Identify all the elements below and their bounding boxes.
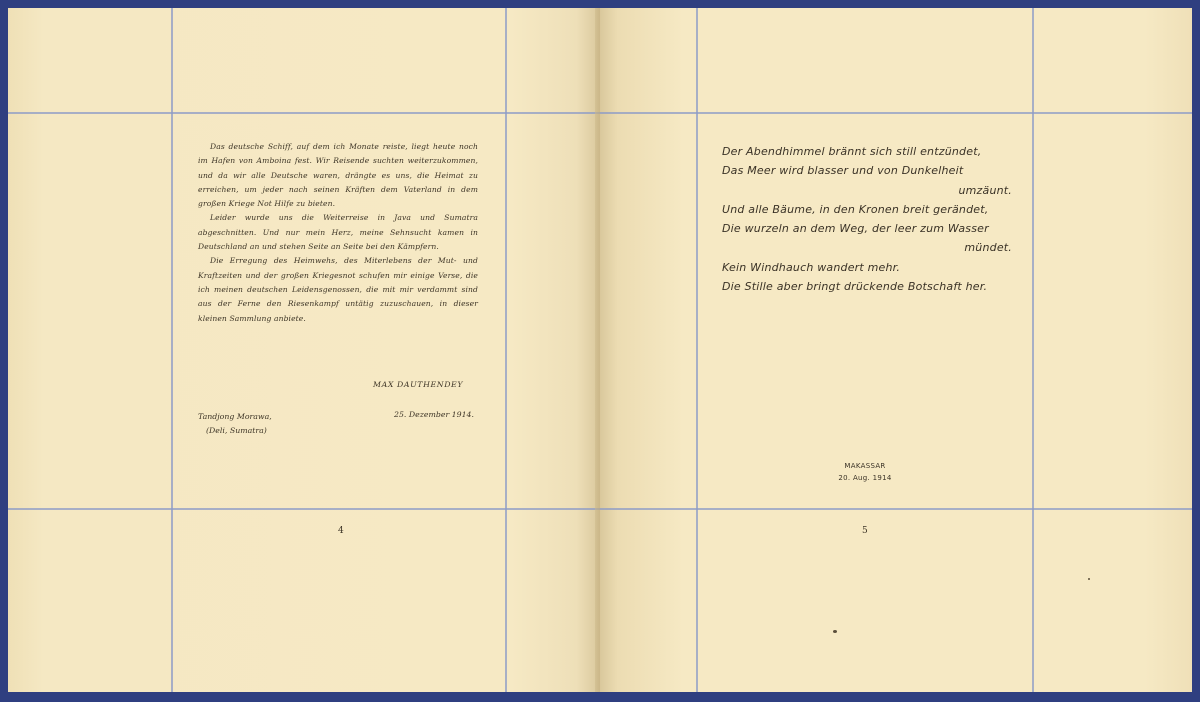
- poem-line-continuation: umzäunt.: [958, 183, 1012, 197]
- preface-paragraph: Die Erregung des Heimwehs, des Miterlebens der Mut- und Kraftzeiten und der großen Kriegesnot schufen mir einige Verse, die ich meinen deutschen Leidensgenossen, die mit mir verdammt sind aus der Ferne den Riesenkampf untätig zuzuschauen, in dieser kleinen Sammlung anbiete.: [198, 256, 478, 323]
- place-line-1: Tandjong Morawa,: [198, 412, 272, 421]
- grid-line-horizontal: [8, 508, 600, 510]
- grid-line-vertical: [696, 8, 698, 692]
- poem-line: Kein Windhauch wandert mehr.: [722, 260, 901, 274]
- paper-speck: [833, 630, 837, 633]
- grid-line-horizontal: [600, 508, 1192, 510]
- poem-line: Die Stille aber bringt drückende Botschaft her.: [722, 280, 988, 294]
- right-page: [600, 8, 1192, 692]
- poem-line: Das Meer wird blasser und von Dunkelheit: [722, 164, 964, 178]
- poem-line: Die wurzeln an dem Weg, der leer zum Wasser: [722, 222, 989, 236]
- grid-line-vertical: [505, 8, 507, 692]
- grid-line-vertical: [1032, 8, 1034, 692]
- poem-line-continuation: mündet.: [964, 241, 1012, 255]
- poem: [722, 142, 1012, 296]
- grid-line-horizontal: [8, 112, 600, 114]
- poem-line: Der Abendhimmel brännt sich still entzündet,: [722, 145, 982, 158]
- poem-date: 20. Aug. 1914: [838, 474, 892, 482]
- grid-line-vertical: [171, 8, 173, 692]
- preface-date: 25. Dezember 1914.: [394, 410, 474, 419]
- author-signature: MAX DAUTHENDEY: [373, 380, 464, 389]
- grid-line-horizontal: [600, 112, 1192, 114]
- page-number-left: 4: [338, 526, 344, 536]
- left-page: [8, 8, 600, 692]
- preface-text: [198, 140, 478, 326]
- preface-paragraph: Leider wurde uns die Weiterreise in Java und Sumatra abgeschnitten. Und nur mein Herz, meine Sehnsucht kamen in Deutschland an und stehen Seite an Seite bei den Kämpfern.: [198, 213, 478, 252]
- place-line-2: (Deli, Sumatra): [206, 426, 267, 435]
- poem-line: Und alle Bäume, in den Kronen breit gerändet,: [722, 202, 989, 216]
- preface-paragraph: Das deutsche Schiff, auf dem ich Monate reiste, liegt heute noch im Hafen von Amboina fest. Wir Reisende suchten weiterzukommen, und da wir alle Deutsche waren, drängte es uns, die Heimat zu erreichen, um jeder nach seinen Kräften dem Vaterland in dem großen Kriege Not Hilfe zu bieten.: [198, 142, 478, 209]
- poem-colophon: [810, 460, 920, 484]
- page-number-right: 5: [862, 526, 868, 536]
- poem-place: MAKASSAR: [844, 462, 886, 470]
- paper-speck: [1088, 578, 1090, 580]
- preface-place: [198, 410, 272, 438]
